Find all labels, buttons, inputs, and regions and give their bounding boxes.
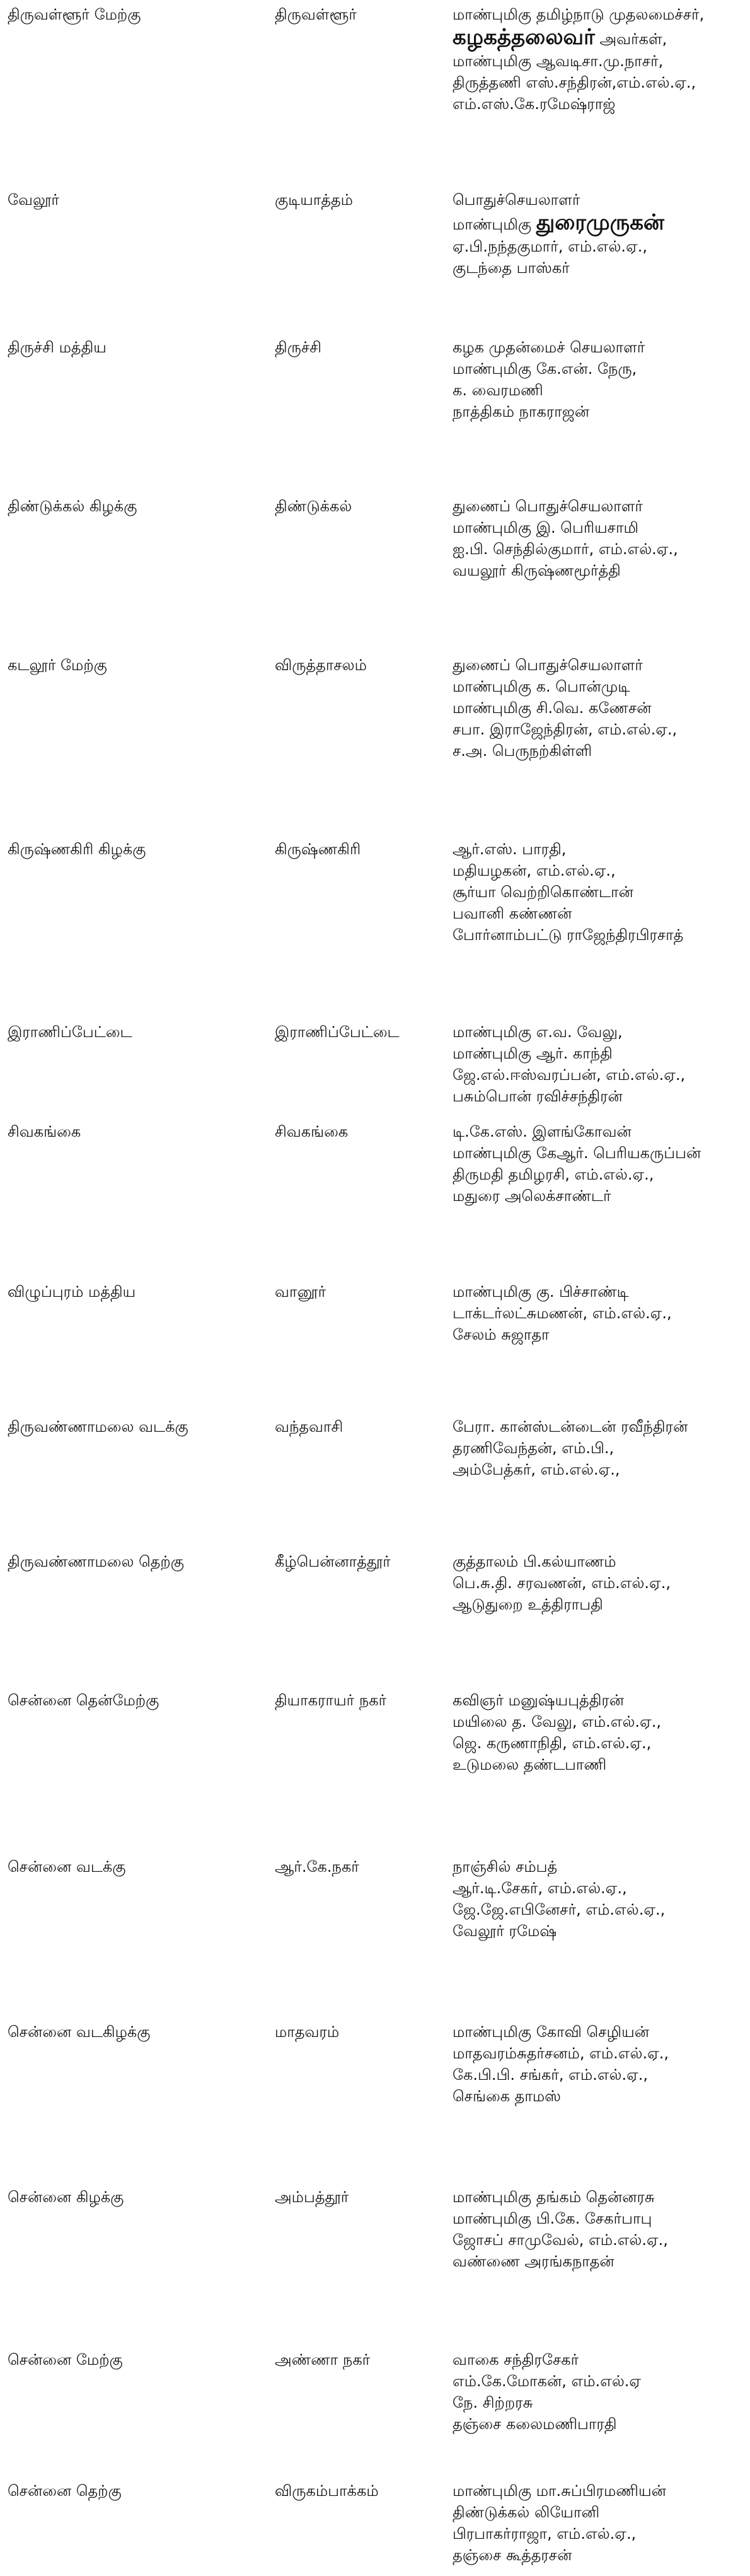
speaker-line: மாண்புமிகு க. பொன்முடி <box>453 678 630 695</box>
district-name: கடலூர் மேற்கு <box>8 656 107 674</box>
speaker-list <box>453 1856 746 1942</box>
speaker-line: தஞ்சை கலைமணிபாரதி <box>453 2415 617 2433</box>
speaker-line: அம்பேத்கர், எம்.எல்.ஏ., <box>453 1461 620 1478</box>
district-name: வேலூர் <box>8 191 59 209</box>
speaker-line: மாண்புமிகு சி.வெ. கணேசன் <box>453 699 652 717</box>
speaker-list <box>453 1416 746 1480</box>
speaker-line: போர்னாம்பட்டு ராஜேந்திரபிரசாத் <box>453 926 684 944</box>
speaker-line: சூர்யா வெற்றிகொண்டான் <box>453 883 633 901</box>
speaker-line: மதியழகன், எம்.எல்.ஏ., <box>453 862 616 879</box>
speaker-line: மாண்புமிகு கு. பிச்சாண்டி <box>453 1283 629 1301</box>
speaker-line: திருத்தணி எஸ்.சந்திரன்,எம்.எல்.ஏ., <box>453 74 696 91</box>
speaker-line: துணைப் பொதுச்செயலாளர் <box>453 497 643 515</box>
district-name: திருவண்ணாமலை தெற்கு <box>8 1553 184 1570</box>
speaker-line: பெ.சு.தி. சரவணன், எம்.எல்.ஏ., <box>453 1574 671 1592</box>
speaker-line: ஆடுதுறை உத்திராபதி <box>453 1596 603 1613</box>
speaker-line: தரணிவேந்தன், எம்.பி., <box>453 1439 614 1457</box>
speaker-list <box>453 2021 746 2107</box>
speaker-line: மாண்புமிகு ஆவடிசா.மு.நாசர், <box>453 52 664 70</box>
constituency-name: ஆர்.கே.நகர் <box>275 1858 359 1876</box>
district-name: சென்னை தென்மேற்கு <box>8 1691 159 1709</box>
speaker-line: வாகை சந்திரசேகர் <box>453 2351 579 2369</box>
district-name: சென்னை வடக்கு <box>8 1858 126 1876</box>
speaker-line: திண்டுக்கல் லியோனி <box>453 2503 600 2521</box>
constituency-name: அம்பத்தூர் <box>275 2188 349 2206</box>
speaker-highlight: கழகத்தலைவர் <box>453 25 595 50</box>
constituency-name: விருத்தாசலம் <box>275 656 367 674</box>
speaker-line: சேலம் சுஜாதா <box>453 1326 550 1343</box>
speaker-list <box>453 654 746 762</box>
speaker-line: மதுரை அலெக்சாண்டர் <box>453 1187 611 1205</box>
speaker-line: ஆர்.எஸ். பாரதி, <box>453 840 567 858</box>
speaker-line: மாண்புமிகு ஆர். காந்தி <box>453 1045 613 1062</box>
speaker-line: எம்.கே.மோகன், எம்.எல்.ஏ <box>453 2372 642 2390</box>
speaker-list <box>453 2186 746 2272</box>
speaker-line: ஏ.பி.நந்தகுமார், எம்.எல்.ஏ., <box>453 238 647 255</box>
speaker-line: குத்தாலம் பி.கல்யாணம் <box>453 1553 616 1570</box>
speaker-line: மாண்புமிகு எ.வ. வேலு, <box>453 1023 623 1041</box>
speaker-line: எம்.எஸ்.கே.ரமேஷ்ராஜ் <box>453 95 616 113</box>
speaker-line: ஜோசப் சாமுவேல், எம்.எல்.ஏ., <box>453 2231 668 2249</box>
speaker-line: ச.அ. பெருநற்கிள்ளி <box>453 742 592 760</box>
district-name: திருவள்ளூர் மேற்கு <box>8 6 141 23</box>
speaker-line: ஐ.பி. செந்தில்குமார், எம்.எல்.ஏ., <box>453 540 678 558</box>
constituency-name: தியாகராயர் நகர் <box>275 1691 387 1709</box>
speaker-line: நே. சிற்றரசு <box>453 2394 533 2411</box>
speaker-line: கே.பி.பி. சங்கர், எம்.எல்.ஏ., <box>453 2066 649 2084</box>
speaker-list <box>453 4 746 115</box>
speaker-line: செங்கை தாமஸ் <box>453 2087 561 2105</box>
speaker-line: மயிலை த. வேலு, எம்.எல்.ஏ., <box>453 1713 661 1731</box>
speaker-list <box>453 838 746 946</box>
constituency-name: திருச்சி <box>275 339 321 356</box>
constituency-name: திண்டுக்கல் <box>275 497 352 515</box>
speaker-line: மாண்புமிகு கே.என். நேரு, <box>453 360 637 378</box>
constituency-name: கிருஷ்ணகிரி <box>275 840 361 858</box>
speaker-line: கழக முதன்மைச் செயலாளர் <box>453 339 645 356</box>
speaker-line: வேலூர் ரமேஷ் <box>453 1922 557 1940</box>
district-name: கிருஷ்ணகிரி கிழக்கு <box>8 840 146 858</box>
speaker-line: மாண்புமிகு மா.சுப்பிரமணியன் <box>453 2482 666 2500</box>
speaker-list <box>453 1021 746 1107</box>
district-name: சிவகங்கை <box>8 1123 81 1140</box>
speaker-line: துணைப் பொதுச்செயலாளர் <box>453 656 643 674</box>
speaker-list <box>453 496 746 581</box>
speaker-list <box>453 1551 746 1615</box>
speaker-line: உடுமலை தண்டபாணி <box>453 1756 607 1773</box>
speaker-line: மாண்புமிகு கோவி செழியன் <box>453 2023 649 2041</box>
speaker-line: சபா. இராஜேந்திரன், எம்.எல்.ஏ., <box>453 721 678 738</box>
speaker-line: பேரா. கான்ஸ்டன்டைன் ரவீந்திரன் <box>453 1418 688 1436</box>
constituency-name: அண்ணா நகர் <box>275 2351 371 2369</box>
speaker-line <box>453 211 746 236</box>
speaker-prefix: மாண்புமிகு <box>453 216 536 233</box>
speaker-line: கவிஞர் மனுஷ்யபுத்திரன் <box>453 1691 625 1709</box>
speaker-list <box>453 2480 746 2566</box>
speaker-line: பொதுச்செயலாளர் <box>453 191 580 209</box>
speaker-line: ஜே.எல்.ஈஸ்வரப்பன், எம்.எல்.ஏ., <box>453 1066 686 1084</box>
speaker-line: மாண்புமிகு இ. பெரியசாமி <box>453 519 639 537</box>
speaker-line: நாத்திகம் நாகராஜன் <box>453 403 590 421</box>
constituency-name: திருவள்ளூர் <box>275 6 357 23</box>
speaker-line: குடந்தை பாஸ்கர் <box>453 259 570 277</box>
speaker-line: ஜே.ஜே.எபினேசர், எம்.எல்.ஏ., <box>453 1901 666 1918</box>
speaker-line: பசும்பொன் ரவிச்சந்திரன் <box>453 1088 623 1105</box>
speaker-list <box>453 337 746 422</box>
constituency-name: இராணிப்பேட்டை <box>275 1023 400 1041</box>
constituency-name: சிவகங்கை <box>275 1123 349 1140</box>
speaker-line <box>453 25 746 50</box>
speaker-line: தஞ்சை கூத்தரசன் <box>453 2546 572 2564</box>
speaker-line: டாக்டர்லட்சுமணன், எம்.எல்.ஏ., <box>453 1304 672 1322</box>
constituency-name: மாதவரம் <box>275 2023 340 2041</box>
speaker-line: பவானி கண்ணன் <box>453 905 572 922</box>
district-name: திருச்சி மத்திய <box>8 339 107 356</box>
speaker-suffix: அவர்கள், <box>594 30 667 48</box>
constituency-name: வானூர் <box>275 1283 326 1301</box>
district-name: சென்னை கிழக்கு <box>8 2188 124 2206</box>
speaker-line: மாண்புமிகு தமிழ்நாடு முதலமைச்சர், <box>453 6 705 23</box>
district-name: சென்னை வடகிழக்கு <box>8 2023 151 2041</box>
speaker-line: நாஞ்சில் சம்பத் <box>453 1858 558 1876</box>
speaker-line: மாதவரம்சுதர்சனம், எம்.எல்.ஏ., <box>453 2045 669 2062</box>
district-name: சென்னை மேற்கு <box>8 2351 123 2369</box>
constituency-name: விருகம்பாக்கம் <box>275 2482 379 2500</box>
speaker-line: ஆர்.டி.சேகர், எம்.எல்.ஏ., <box>453 1879 627 1897</box>
speaker-line: மாண்புமிகு பி.கே. சேகர்பாபு <box>453 2210 652 2227</box>
speaker-line: வயலூர் கிருஷ்ணமூர்த்தி <box>453 562 621 579</box>
speaker-list <box>453 2349 746 2435</box>
district-name: திண்டுக்கல் கிழக்கு <box>8 497 137 515</box>
speaker-highlight: துரைமுருகன் <box>536 210 664 235</box>
speaker-line: ஜெ. கருணாநிதி, எம்.எல்.ஏ., <box>453 1734 652 1752</box>
speaker-line: திருமதி தமிழரசி, எம்.எல்.ஏ., <box>453 1166 654 1183</box>
speaker-list <box>453 1121 746 1207</box>
speaker-line: மாண்புமிகு தங்கம் தென்னரசு <box>453 2188 655 2206</box>
district-name: விழுப்புரம் மத்திய <box>8 1283 136 1301</box>
speaker-list <box>453 1690 746 1775</box>
district-name: திருவண்ணாமலை வடக்கு <box>8 1418 188 1436</box>
district-name: சென்னை தெற்கு <box>8 2482 122 2500</box>
speaker-list <box>453 1281 746 1345</box>
district-name: இராணிப்பேட்டை <box>8 1023 132 1041</box>
constituency-name: வந்தவாசி <box>275 1418 343 1436</box>
speaker-line: பிரபாகர்ராஜா, எம்.எல்.ஏ., <box>453 2525 637 2543</box>
constituency-name: குடியாத்தம் <box>275 191 353 209</box>
speaker-line: க. வைரமணி <box>453 381 543 399</box>
speaker-line: மாண்புமிகு கேஆர். பெரியகருப்பன் <box>453 1144 701 1162</box>
speaker-list <box>453 189 746 279</box>
speaker-line: வண்ணை அரங்கநாதன் <box>453 2253 614 2270</box>
speaker-line: டி.கே.எஸ். இளங்கோவன் <box>453 1123 632 1140</box>
constituency-name: கீழ்பென்னாத்தூர் <box>275 1553 391 1570</box>
